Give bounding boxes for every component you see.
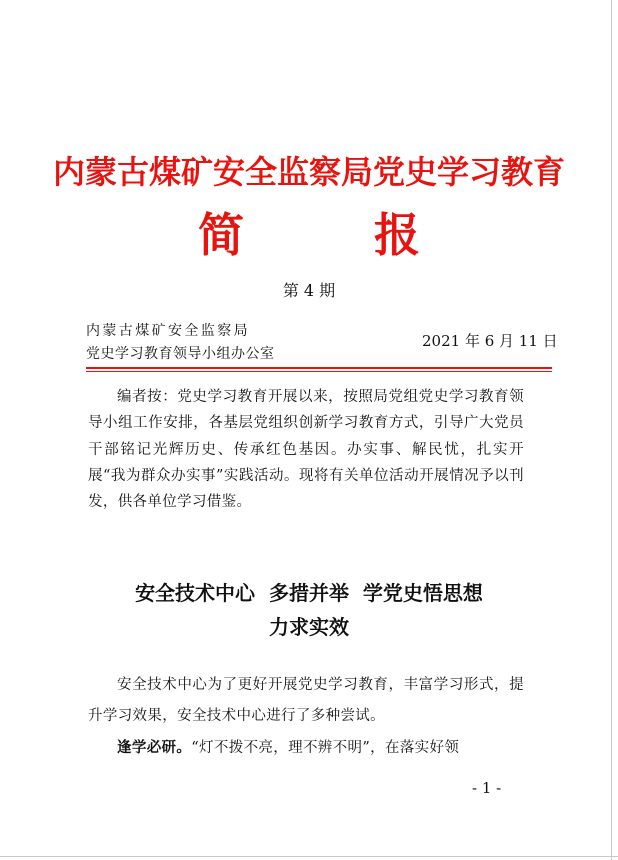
bulletin-char-jian: 简 bbox=[198, 208, 244, 262]
masthead-title: 内蒙古煤矿安全监察局党史学习教育 bbox=[52, 153, 565, 191]
page-edge-right bbox=[611, 0, 612, 860]
page-number: - 1 - bbox=[472, 779, 502, 797]
issue-date: 2021 年 6 月 11 日 bbox=[422, 332, 558, 350]
article-paragraph-1: 安全技术中心为了更好开展党史学习教育，丰富学习形式，提升学习效果，安全技术中心进行了多种尝试。 bbox=[88, 677, 524, 724]
bulletin-title bbox=[0, 208, 618, 262]
paragraph-lead: 逢学必研。 bbox=[117, 739, 192, 756]
issuer-line-1: 内蒙古煤矿安全监察局 bbox=[86, 323, 250, 339]
red-divider-thin bbox=[86, 371, 552, 372]
paragraph-2-text: “灯不拨不亮，理不辨不明”，在落实好领 bbox=[191, 740, 460, 756]
issuer-line-2: 党史学习教育领导小组办公室 bbox=[86, 346, 275, 362]
article-title-line-1: 安全技术中心 多措并举 学党史悟思想 bbox=[135, 581, 483, 605]
issuer-block bbox=[86, 320, 275, 366]
bulletin-char-bao: 报 bbox=[374, 208, 420, 262]
editor-note: 编者按：党史学习教育开展以来，按照局党组党史学习教育领导小组工作安排，各基层党组织创新学习教育方式，引导广大党员干部铭记光辉历史、传承红色基因。办实事、解民忧，扎实开展“我为群众办实事”实践活动。现将有关单位活动开展情况予以刊发，供各单位学习借鉴。 bbox=[88, 389, 524, 511]
article-title bbox=[0, 576, 618, 644]
page-edge-bottom bbox=[0, 856, 618, 857]
red-divider-thick bbox=[86, 367, 552, 369]
issue-number: 第 4 期 bbox=[282, 281, 336, 300]
article-body bbox=[88, 670, 524, 764]
article-title-line-2: 力求实效 bbox=[269, 615, 349, 639]
article-paragraph-2 bbox=[88, 732, 524, 764]
